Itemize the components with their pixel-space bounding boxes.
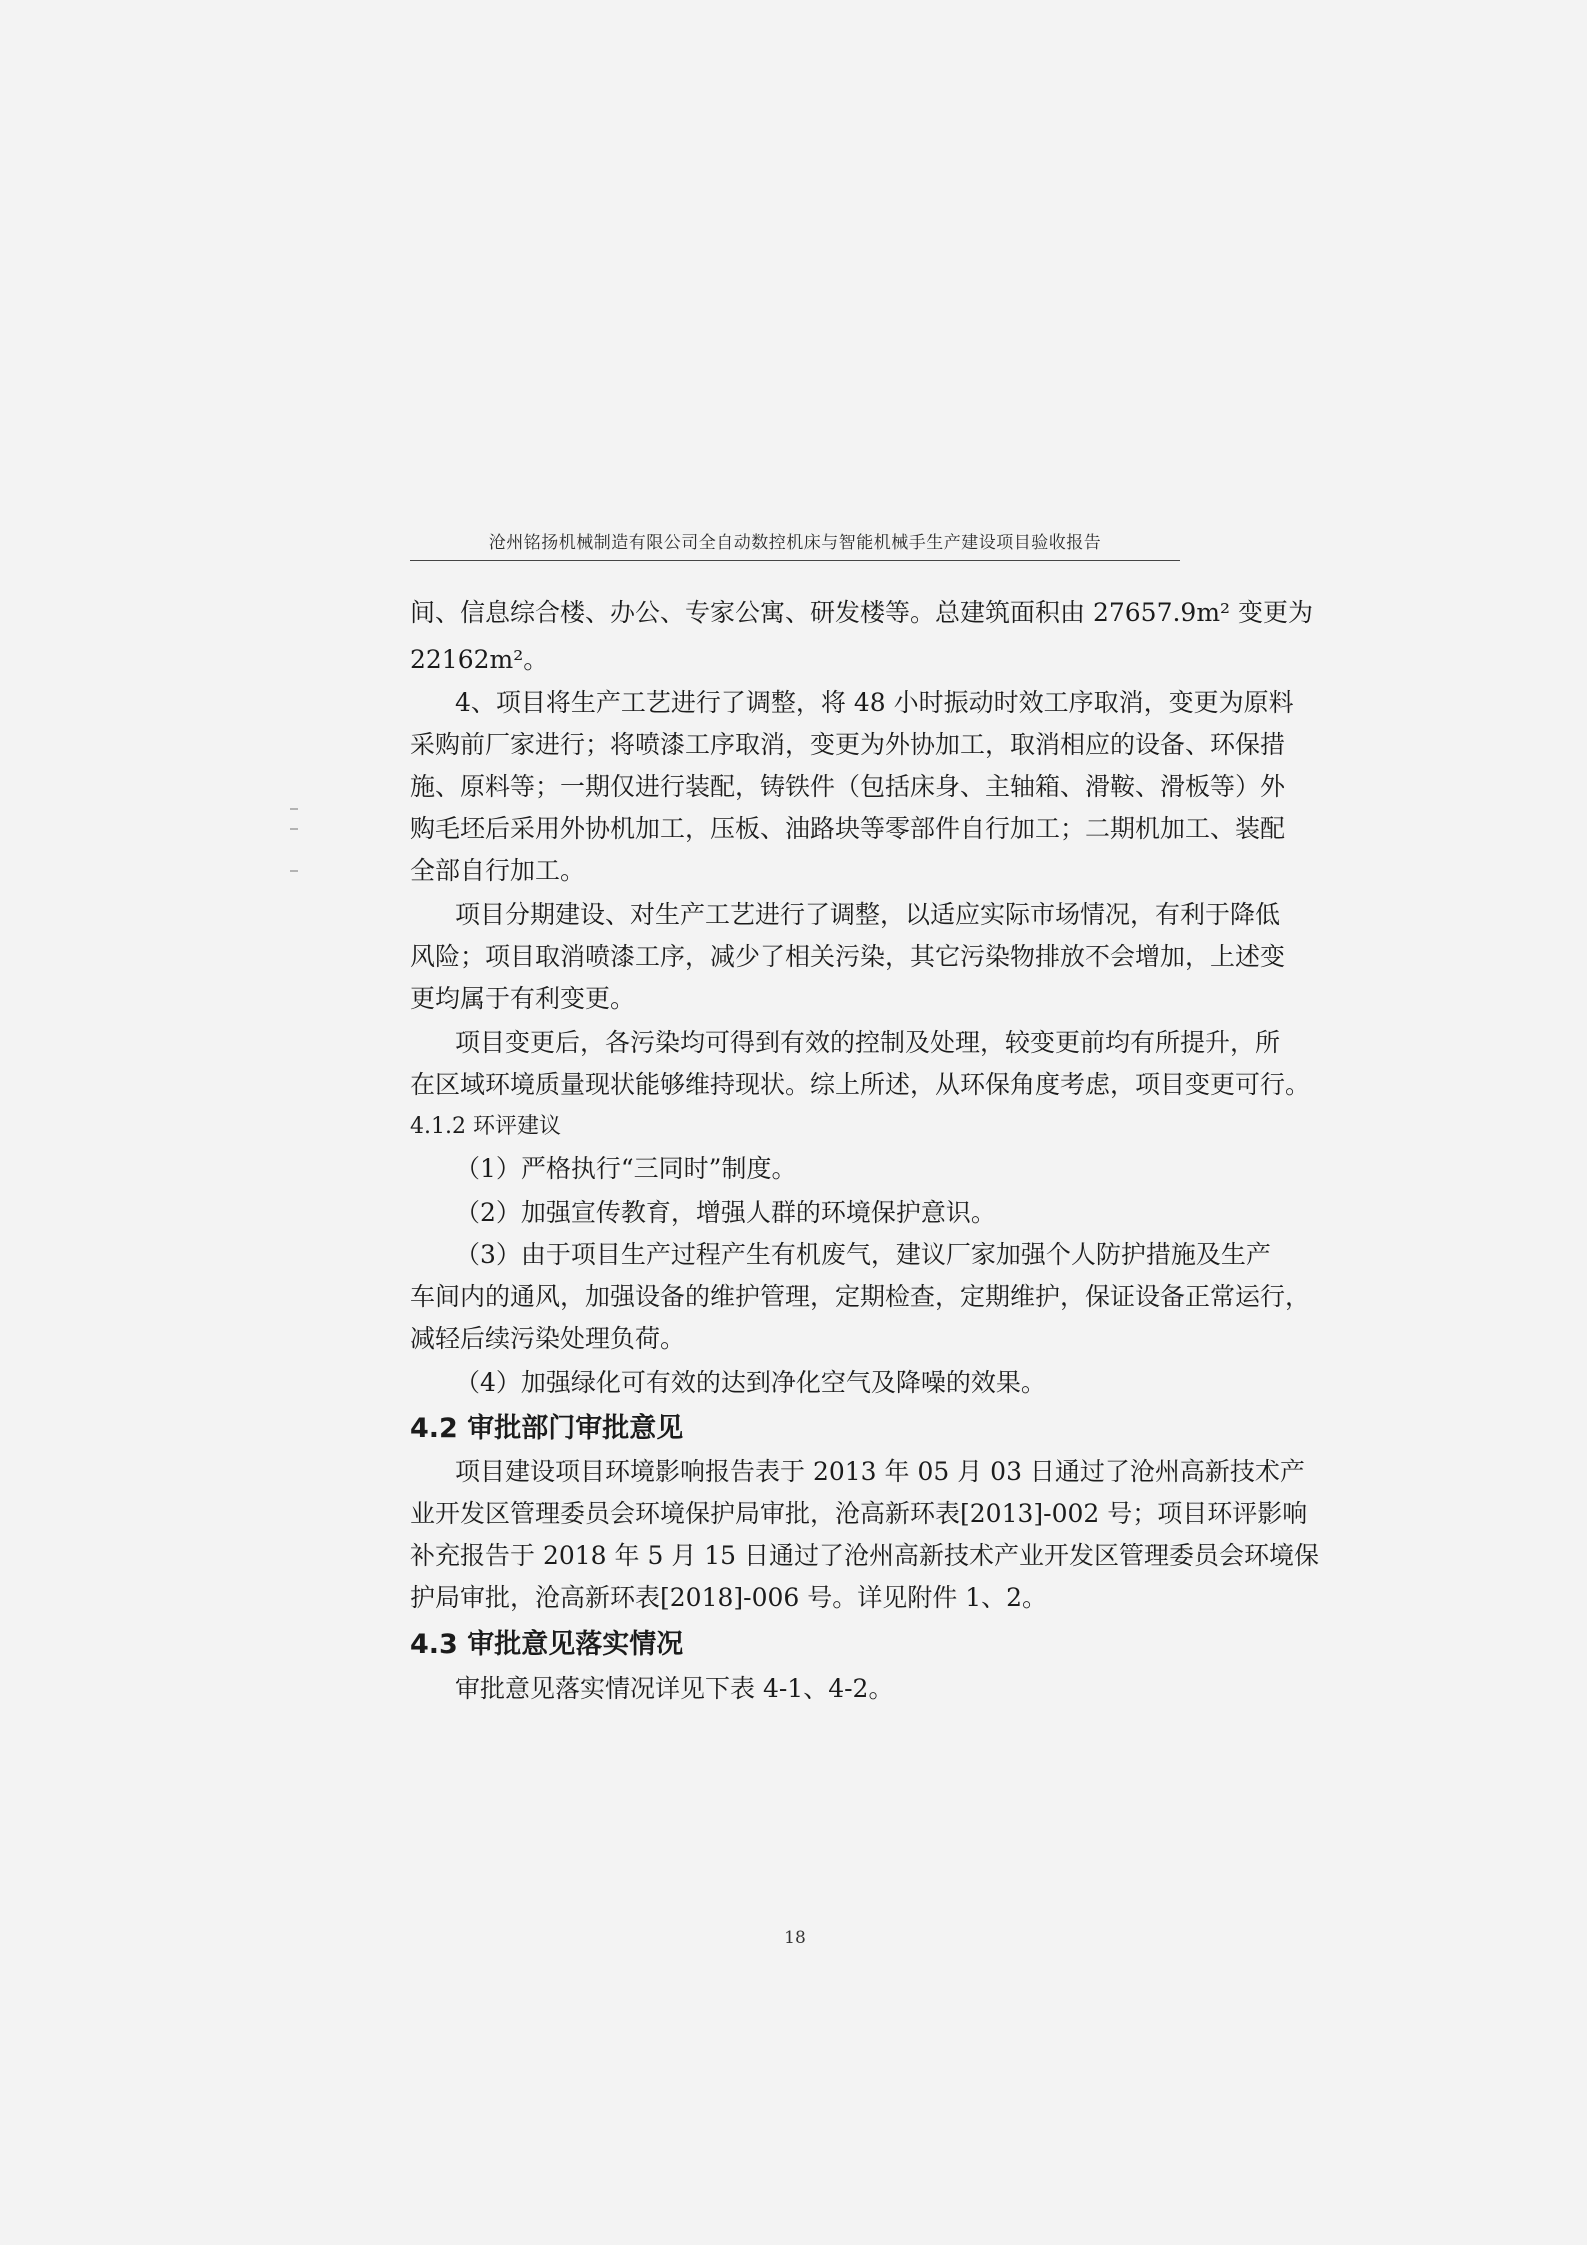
- scan-mark: [290, 870, 298, 872]
- subsection-heading: 4.1.2 环评建议: [410, 1114, 561, 1139]
- paragraph-line: 风险；项目取消喷漆工序，减少了相关污染，其它污染物排放不会增加，上述变: [410, 942, 1286, 971]
- running-header: 沧州铭扬机械制造有限公司全自动数控机床与智能机械手生产建设项目验收报告: [488, 533, 1102, 553]
- paragraph-line: 购毛坯后采用外协机加工，压板、油路块等零部件自行加工；二期机加工、装配: [410, 814, 1286, 843]
- paragraph-line: 审批意见落实情况详见下表 4-1、4-2。: [455, 1674, 894, 1703]
- paragraph-line: 全部自行加工。: [410, 856, 586, 885]
- paragraph-line: 补充报告于 2018 年 5 月 15 日通过了沧州高新技术产业开发区管理委员会环境保: [410, 1541, 1320, 1570]
- list-item: （4）加强绿化可有效的达到净化空气及降噪的效果。: [455, 1368, 1046, 1397]
- paragraph-line: 在区域环境质量现状能够维持现状。综上所述，从环保角度考虑，项目变更可行。: [410, 1070, 1311, 1099]
- list-item: （2）加强宣传教育，增强人群的环境保护意识。: [455, 1198, 996, 1227]
- paragraph-line: 护局审批，沧高新环表[2018]-006 号。详见附件 1、2。: [410, 1583, 1048, 1612]
- list-item: （3）由于项目生产过程产生有机废气，建议厂家加强个人防护措施及生产: [455, 1240, 1271, 1269]
- paragraph-line: 施、原料等；一期仅进行装配，铸铁件（包括床身、主轴箱、滑鞍、滑板等）外: [410, 772, 1286, 801]
- list-item: （1）严格执行“三同时”制度。: [455, 1154, 797, 1183]
- page-number: 18: [784, 1928, 806, 1948]
- paragraph-line: 减轻后续污染处理负荷。: [410, 1324, 686, 1353]
- scan-mark: [290, 808, 298, 810]
- paragraph-line: 项目分期建设、对生产工艺进行了调整，以适应实际市场情况，有利于降低: [455, 900, 1281, 929]
- header-rule: [410, 560, 1180, 561]
- scan-mark: [290, 828, 298, 830]
- paragraph-line: 车间内的通风，加强设备的维护管理，定期检查，定期维护，保证设备正常运行，: [410, 1282, 1311, 1311]
- paragraph-line: 项目建设项目环境影响报告表于 2013 年 05 月 03 日通过了沧州高新技术产: [455, 1457, 1305, 1486]
- section-heading: 4.3 审批意见落实情况: [410, 1629, 684, 1660]
- paragraph-line: 22162m²。: [410, 645, 549, 674]
- paragraph-line: 采购前厂家进行；将喷漆工序取消，变更为外协加工，取消相应的设备、环保措: [410, 730, 1286, 759]
- paragraph-line: 更均属于有利变更。: [410, 984, 636, 1013]
- paragraph-line: 项目变更后，各污染均可得到有效的控制及处理，较变更前均有所提升，所: [455, 1028, 1281, 1057]
- section-heading: 4.2 审批部门审批意见: [410, 1413, 684, 1444]
- paragraph-line: 业开发区管理委员会环境保护局审批，沧高新环表[2013]-002 号；项目环评影响: [410, 1499, 1308, 1528]
- paragraph-line: 4、项目将生产工艺进行了调整，将 48 小时振动时效工序取消，变更为原料: [455, 688, 1294, 717]
- paragraph-line: 间、信息综合楼、办公、专家公寓、研发楼等。总建筑面积由 27657.9m² 变更为: [410, 598, 1314, 627]
